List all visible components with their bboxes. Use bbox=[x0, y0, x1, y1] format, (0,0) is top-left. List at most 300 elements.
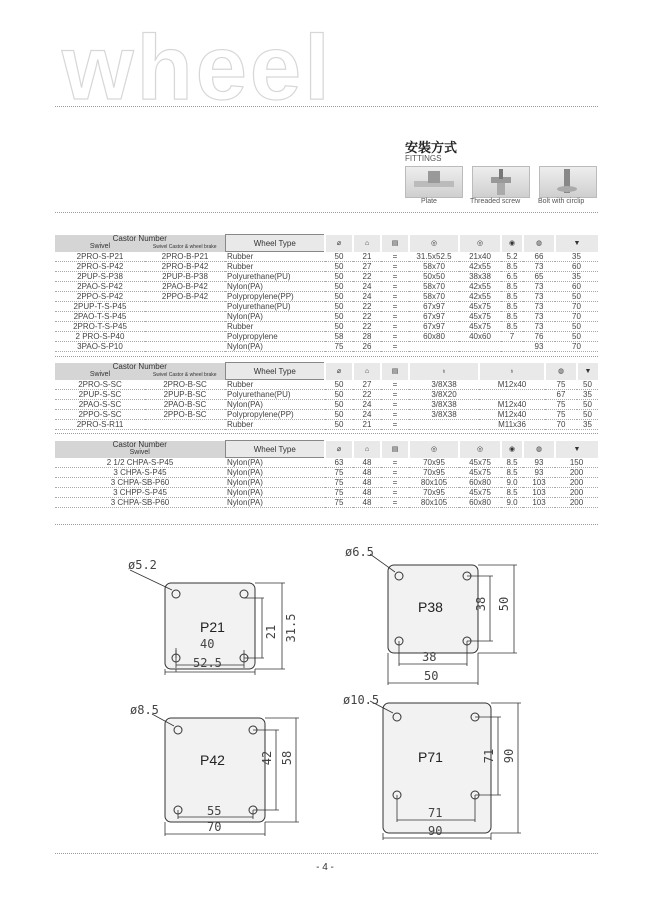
table-cell: 66 bbox=[523, 252, 555, 262]
table-cell: 70 bbox=[555, 312, 598, 322]
table-cell: = bbox=[381, 322, 409, 332]
castor-number-header: Castor Number bbox=[55, 235, 225, 243]
table-cell: 50 bbox=[577, 410, 598, 420]
table-cell: 35 bbox=[555, 252, 598, 262]
table-cell: 67 bbox=[545, 390, 577, 400]
table-cell: 2PUP-S-P38 bbox=[55, 272, 145, 282]
p71-hole: ø10.5 bbox=[343, 693, 380, 707]
table-cell: 3/8X38 bbox=[409, 380, 479, 390]
plate-caption: Plate bbox=[421, 198, 437, 205]
table-cell: Rubber bbox=[225, 322, 325, 332]
table-cell: 60x80 bbox=[409, 332, 459, 342]
plate-size-icon: ◎ bbox=[409, 441, 459, 458]
table-cell bbox=[409, 420, 479, 430]
table-cell: 3/8X20 bbox=[409, 390, 479, 400]
table-cell: 31.5x52.5 bbox=[409, 252, 459, 262]
table-cell: 2PRO-T-S-P45 bbox=[55, 322, 145, 332]
table-cell: 2PUP-B-P38 bbox=[145, 272, 225, 282]
table-cell: Nylon(PA) bbox=[225, 498, 325, 508]
table-cell: 22 bbox=[353, 302, 381, 312]
bolt-hole-icon: ◉ bbox=[501, 235, 523, 252]
thread-size-icon: ♁ bbox=[409, 363, 479, 380]
table-row bbox=[55, 252, 598, 262]
table-cell bbox=[479, 390, 545, 400]
table-cell: 8.5 bbox=[501, 488, 523, 498]
table-cell: 8.5 bbox=[501, 468, 523, 478]
table-cell: 80x105 bbox=[409, 498, 459, 508]
table-cell: 45x75 bbox=[459, 322, 501, 332]
table-cell: 21x40 bbox=[459, 252, 501, 262]
table-cell: = bbox=[381, 272, 409, 282]
table-cell: Nylon(PA) bbox=[225, 478, 325, 488]
overall-height-icon: ◍ bbox=[545, 363, 577, 380]
table-cell: 50 bbox=[325, 262, 353, 272]
p38-w-inner: 38 bbox=[422, 650, 437, 664]
swivel-header: Swivel bbox=[55, 371, 145, 380]
table-cell: 93 bbox=[523, 468, 555, 478]
plate-diagrams bbox=[0, 540, 650, 850]
table-cell: Rubber bbox=[225, 262, 325, 272]
table-cell: 75 bbox=[325, 468, 353, 478]
table-cell bbox=[459, 342, 501, 352]
table-cell: Rubber bbox=[225, 252, 325, 262]
table-cell: 60x80 bbox=[459, 478, 501, 488]
table-cell: 8.5 bbox=[501, 302, 523, 312]
bolt-hole-icon: ◉ bbox=[501, 441, 523, 458]
fittings-title: 安裝方式 bbox=[405, 140, 458, 155]
table-cell: Polyurethane(PU) bbox=[225, 390, 325, 400]
table-cell: 27 bbox=[353, 262, 381, 272]
load-capacity-icon: ▼ bbox=[555, 235, 598, 252]
table-cell: 48 bbox=[353, 498, 381, 508]
table-cell: 58x70 bbox=[409, 292, 459, 302]
table-cell: 6.5 bbox=[501, 272, 523, 282]
table-row bbox=[55, 282, 598, 292]
wheel-diameter-icon: ⌀ bbox=[325, 363, 353, 380]
table-cell: = bbox=[381, 458, 409, 468]
table-cell: 3 CHPA-SB-P60 bbox=[55, 498, 225, 508]
p42-hole: ø8.5 bbox=[130, 703, 159, 717]
wheel-watermark: wheel bbox=[62, 17, 333, 119]
table-cell: = bbox=[381, 468, 409, 478]
table-cell: 50 bbox=[325, 400, 353, 410]
bolt-circlip-image bbox=[539, 166, 597, 198]
fittings-subtitle: FITTINGS bbox=[405, 154, 442, 163]
table-cell: 93 bbox=[523, 458, 555, 468]
table-row bbox=[55, 262, 598, 272]
spec-table-plate bbox=[55, 234, 598, 352]
table-cell: 42x55 bbox=[459, 292, 501, 302]
spec-table-threaded bbox=[55, 362, 598, 430]
table-cell: 2PPO-S-P42 bbox=[55, 292, 145, 302]
table-cell: = bbox=[381, 312, 409, 322]
table-cell: 35 bbox=[555, 272, 598, 282]
table-cell: 75 bbox=[325, 342, 353, 352]
spec-table-heavy bbox=[55, 440, 598, 508]
table-cell: 50 bbox=[325, 302, 353, 312]
table-row bbox=[55, 272, 598, 282]
table-cell: = bbox=[381, 498, 409, 508]
hole-spacing-icon: ◎ bbox=[459, 235, 501, 252]
castor-number-header: Castor Number bbox=[55, 363, 225, 371]
plate-fitting-image bbox=[405, 166, 463, 198]
p21-label: P21 bbox=[200, 619, 225, 635]
table-row bbox=[55, 400, 598, 410]
table-cell: 50 bbox=[325, 390, 353, 400]
table-cell: 65 bbox=[523, 272, 555, 282]
table-cell: 2PRO-S-SC bbox=[55, 380, 145, 390]
table-cell: Nylon(PA) bbox=[225, 458, 325, 468]
table-cell: 75 bbox=[325, 488, 353, 498]
table-row bbox=[55, 458, 598, 468]
table-row bbox=[55, 390, 598, 400]
table-cell: 42x55 bbox=[459, 282, 501, 292]
p21-diagram bbox=[128, 558, 298, 675]
table-cell: 48 bbox=[353, 468, 381, 478]
table-cell: 50x50 bbox=[409, 272, 459, 282]
table-cell: 45x75 bbox=[459, 488, 501, 498]
table-cell: 70 bbox=[555, 302, 598, 312]
table-cell: M11x36 bbox=[479, 420, 545, 430]
table-row bbox=[55, 322, 598, 332]
table-cell: 2PUP-T-S-P45 bbox=[55, 302, 145, 312]
p71-label: P71 bbox=[418, 749, 443, 765]
p42-w-outer: 70 bbox=[207, 820, 222, 834]
table-row bbox=[55, 332, 598, 342]
table-cell: 8.5 bbox=[501, 322, 523, 332]
table-cell bbox=[145, 302, 225, 312]
table-cell: 3/8X38 bbox=[409, 410, 479, 420]
bolt-size-icon: ♁ bbox=[479, 363, 545, 380]
table-cell: 2PPO-S-SC bbox=[55, 410, 145, 420]
table-cell: = bbox=[381, 292, 409, 302]
table-row bbox=[55, 498, 598, 508]
table-cell: 50 bbox=[555, 322, 598, 332]
p42-w-inner: 55 bbox=[207, 804, 222, 818]
table-cell: 103 bbox=[523, 498, 555, 508]
overall-height-icon: ◍ bbox=[523, 235, 555, 252]
table-cell: 2PUP-S-SC bbox=[55, 390, 145, 400]
table-cell: 63 bbox=[325, 458, 353, 468]
p21-h-inner: 21 bbox=[264, 624, 278, 640]
table-cell: 3 CHPA-S-P45 bbox=[55, 468, 225, 478]
table-cell: 103 bbox=[523, 478, 555, 488]
swivel-brake-header: Swivel Castor & wheel brake bbox=[145, 371, 225, 380]
table-cell: 24 bbox=[353, 292, 381, 302]
p42-label: P42 bbox=[200, 752, 225, 768]
swivel-header: Swivel bbox=[55, 449, 225, 458]
table-cell: = bbox=[381, 380, 409, 390]
table-cell: 67x97 bbox=[409, 302, 459, 312]
table-cell: = bbox=[381, 342, 409, 352]
table-cell: 75 bbox=[545, 410, 577, 420]
table-cell: 40x60 bbox=[459, 332, 501, 342]
table-cell: 60 bbox=[555, 282, 598, 292]
table-cell: 73 bbox=[523, 292, 555, 302]
table-cell: = bbox=[381, 282, 409, 292]
table-cell: = bbox=[381, 420, 409, 430]
header-divider bbox=[55, 106, 598, 107]
table-cell: 80x105 bbox=[409, 478, 459, 488]
table-cell: M12x40 bbox=[479, 400, 545, 410]
p42-h-inner: 42 bbox=[260, 750, 274, 766]
table-cell: 21 bbox=[353, 252, 381, 262]
table-row bbox=[55, 410, 598, 420]
table-cell: 3PAO-S-P10 bbox=[55, 342, 145, 352]
table-cell: 8.5 bbox=[501, 458, 523, 468]
fittings-divider bbox=[55, 212, 598, 213]
threaded-screw-caption: Threaded screw bbox=[470, 198, 521, 205]
p38-w-outer: 50 bbox=[424, 669, 439, 683]
table-cell: 8.5 bbox=[501, 282, 523, 292]
wheel-type-header: Wheel Type bbox=[225, 363, 325, 380]
table-cell: 22 bbox=[353, 312, 381, 322]
table-cell: = bbox=[381, 302, 409, 312]
table3-divider bbox=[55, 524, 598, 525]
page-number: - 4 - bbox=[316, 862, 334, 873]
table-cell: = bbox=[381, 400, 409, 410]
table-cell: 60 bbox=[555, 262, 598, 272]
table-cell: Nylon(PA) bbox=[225, 282, 325, 292]
table-cell: 27 bbox=[353, 380, 381, 390]
bearing-type-icon: ▤ bbox=[381, 441, 409, 458]
table-cell: 200 bbox=[555, 498, 598, 508]
table-cell: 70x95 bbox=[409, 468, 459, 478]
table-cell: 2PAO-T-S-P45 bbox=[55, 312, 145, 322]
table-cell: 58 bbox=[325, 332, 353, 342]
table-cell: 5.2 bbox=[501, 252, 523, 262]
table-cell: 3 CHPP-S-P45 bbox=[55, 488, 225, 498]
p38-h-outer: 50 bbox=[497, 596, 511, 612]
table-cell: 50 bbox=[555, 332, 598, 342]
table-cell: Polypropylene(PP) bbox=[225, 292, 325, 302]
wheel-type-header: Wheel Type bbox=[225, 235, 325, 252]
p21-hole: ø5.2 bbox=[128, 558, 157, 572]
p38-label: P38 bbox=[418, 599, 443, 615]
table-cell bbox=[145, 322, 225, 332]
table-cell: 2PAO-B-P42 bbox=[145, 282, 225, 292]
threaded-screw-image bbox=[472, 166, 530, 198]
table-cell: 48 bbox=[353, 458, 381, 468]
table-cell: = bbox=[381, 262, 409, 272]
table-cell: 75 bbox=[545, 380, 577, 390]
table-cell: 50 bbox=[577, 380, 598, 390]
table-cell: 3/8X38 bbox=[409, 400, 479, 410]
p21-h-outer: 31.5 bbox=[284, 613, 298, 643]
table-cell: 2 PRO-S-P40 bbox=[55, 332, 145, 342]
table-cell bbox=[501, 342, 523, 352]
table-cell: M12x40 bbox=[479, 380, 545, 390]
table-cell: 50 bbox=[325, 380, 353, 390]
table-cell: 58x70 bbox=[409, 282, 459, 292]
table-cell: 50 bbox=[325, 292, 353, 302]
table-cell: 35 bbox=[577, 390, 598, 400]
table-cell: 8.5 bbox=[501, 312, 523, 322]
table-cell: Rubber bbox=[225, 420, 325, 430]
table-cell: 73 bbox=[523, 302, 555, 312]
bearing-type-icon: ▤ bbox=[381, 235, 409, 252]
load-capacity-icon: ▼ bbox=[577, 363, 598, 380]
table-cell: 24 bbox=[353, 410, 381, 420]
table-cell: = bbox=[381, 478, 409, 488]
table-cell: Polyurethane(PU) bbox=[225, 302, 325, 312]
swivel-header: Swivel bbox=[55, 243, 145, 252]
table-cell: 70x95 bbox=[409, 458, 459, 468]
table-cell: 24 bbox=[353, 282, 381, 292]
table-cell: = bbox=[381, 488, 409, 498]
table-cell: 75 bbox=[545, 400, 577, 410]
table-cell: 48 bbox=[353, 478, 381, 488]
table-cell: 2PRO-S-P42 bbox=[55, 262, 145, 272]
table-cell: 73 bbox=[523, 322, 555, 332]
table-row bbox=[55, 380, 598, 390]
table-cell: = bbox=[381, 410, 409, 420]
table-cell: 21 bbox=[353, 420, 381, 430]
plate-size-icon: ◎ bbox=[409, 235, 459, 252]
p38-h-inner: 38 bbox=[474, 596, 488, 612]
table-cell: 50 bbox=[325, 322, 353, 332]
table-cell: 38x38 bbox=[459, 272, 501, 282]
table-cell bbox=[145, 332, 225, 342]
table1-divider bbox=[55, 356, 598, 357]
table-cell: 9.0 bbox=[501, 498, 523, 508]
table-cell: 2PRO-B-P42 bbox=[145, 262, 225, 272]
table-row bbox=[55, 292, 598, 302]
wheel-diameter-icon: ⌀ bbox=[325, 235, 353, 252]
table-cell: 35 bbox=[577, 420, 598, 430]
table-cell: 93 bbox=[523, 342, 555, 352]
table-cell: 70 bbox=[555, 342, 598, 352]
table-row bbox=[55, 302, 598, 312]
table-cell: 22 bbox=[353, 272, 381, 282]
p21-w-inner: 40 bbox=[200, 637, 215, 651]
table-cell bbox=[145, 420, 225, 430]
wheel-type-header: Wheel Type bbox=[225, 441, 325, 458]
table-cell: 70 bbox=[545, 420, 577, 430]
p71-w-outer: 90 bbox=[428, 824, 443, 838]
hole-spacing-icon: ◎ bbox=[459, 441, 501, 458]
table-cell: 200 bbox=[555, 488, 598, 498]
table-cell: Nylon(PA) bbox=[225, 312, 325, 322]
table-cell: 2PRO-S-P21 bbox=[55, 252, 145, 262]
table-cell: 73 bbox=[523, 262, 555, 272]
p42-h-outer: 58 bbox=[280, 750, 294, 766]
table-cell: 70x95 bbox=[409, 488, 459, 498]
table-cell: 2PRO-B-SC bbox=[145, 380, 225, 390]
table-cell: 2PUP-B-SC bbox=[145, 390, 225, 400]
table-cell: 75 bbox=[325, 478, 353, 488]
wheel-width-icon: ⌂ bbox=[353, 235, 381, 252]
table-cell: 50 bbox=[555, 292, 598, 302]
table-row bbox=[55, 312, 598, 322]
table-row bbox=[55, 420, 598, 430]
table-cell: 45x75 bbox=[459, 302, 501, 312]
table-cell bbox=[145, 342, 225, 352]
table-cell: 50 bbox=[577, 400, 598, 410]
table-cell: 48 bbox=[353, 488, 381, 498]
p71-w-inner: 71 bbox=[428, 806, 443, 820]
table2-divider bbox=[55, 433, 598, 434]
table-cell: Polypropylene(PP) bbox=[225, 410, 325, 420]
table-cell: Nylon(PA) bbox=[225, 342, 325, 352]
table-cell: 2PAO-S-P42 bbox=[55, 282, 145, 292]
footer-divider bbox=[55, 853, 598, 854]
p71-h-inner: 71 bbox=[482, 748, 496, 764]
table-cell: 45x75 bbox=[459, 468, 501, 478]
table-cell: 9.0 bbox=[501, 478, 523, 488]
table-cell: 8.5 bbox=[501, 292, 523, 302]
p42-diagram bbox=[130, 703, 299, 836]
p38-diagram bbox=[345, 545, 517, 685]
table-cell: 26 bbox=[353, 342, 381, 352]
table-cell: 73 bbox=[523, 312, 555, 322]
table-cell: Nylon(PA) bbox=[225, 400, 325, 410]
table-cell: 200 bbox=[555, 468, 598, 478]
table-cell: Polypropylene bbox=[225, 332, 325, 342]
p38-hole: ø6.5 bbox=[345, 545, 374, 559]
bolt-circlip-caption: Bolt with circlip bbox=[538, 198, 585, 205]
table-cell bbox=[409, 342, 459, 352]
table-cell: 50 bbox=[325, 282, 353, 292]
wheel-width-icon: ⌂ bbox=[353, 441, 381, 458]
table-cell: = bbox=[381, 332, 409, 342]
table-row bbox=[55, 488, 598, 498]
table-cell: Nylon(PA) bbox=[225, 488, 325, 498]
table-cell: 3 CHPA-SB-P60 bbox=[55, 478, 225, 488]
table-cell: 24 bbox=[353, 400, 381, 410]
table-cell: 200 bbox=[555, 478, 598, 488]
table-cell: 150 bbox=[555, 458, 598, 468]
table-cell: 2 1/2 CHPA-S-P45 bbox=[55, 458, 225, 468]
overall-height-icon: ◍ bbox=[523, 441, 555, 458]
table-cell: Polyurethane(PU) bbox=[225, 272, 325, 282]
table-cell: 76 bbox=[523, 332, 555, 342]
table-cell: 2PAO-S-SC bbox=[55, 400, 145, 410]
table-cell: = bbox=[381, 252, 409, 262]
table-cell: 50 bbox=[325, 312, 353, 322]
table-cell: 45x75 bbox=[459, 312, 501, 322]
table-cell: 2PRO-S-R11 bbox=[55, 420, 145, 430]
table-cell: = bbox=[381, 390, 409, 400]
wheel-diameter-icon: ⌀ bbox=[325, 441, 353, 458]
table-cell: 60x80 bbox=[459, 498, 501, 508]
table-cell: 2PRO-B-P21 bbox=[145, 252, 225, 262]
table-cell: 67x97 bbox=[409, 312, 459, 322]
table-cell: 45x75 bbox=[459, 458, 501, 468]
table-cell: 8.5 bbox=[501, 262, 523, 272]
table-cell: 67x97 bbox=[409, 322, 459, 332]
table-row bbox=[55, 478, 598, 488]
table-cell: 50 bbox=[325, 410, 353, 420]
table-cell: Nylon(PA) bbox=[225, 468, 325, 478]
table-cell: 50 bbox=[325, 252, 353, 262]
bearing-type-icon: ▤ bbox=[381, 363, 409, 380]
table-cell: 2PPO-B-SC bbox=[145, 410, 225, 420]
table-cell: 50 bbox=[325, 420, 353, 430]
castor-number-header: Castor Number bbox=[55, 441, 225, 449]
swivel-brake-header: Swivel Castor & wheel brake bbox=[145, 243, 225, 252]
wheel-width-icon: ⌂ bbox=[353, 363, 381, 380]
table-cell: 75 bbox=[325, 498, 353, 508]
table-cell: M12x40 bbox=[479, 410, 545, 420]
p71-h-outer: 90 bbox=[502, 748, 516, 764]
table-row bbox=[55, 342, 598, 352]
table-cell: 22 bbox=[353, 322, 381, 332]
load-capacity-icon: ▼ bbox=[555, 441, 598, 458]
table-cell: 50 bbox=[325, 272, 353, 282]
table-cell: Rubber bbox=[225, 380, 325, 390]
p21-w-outer: 52.5 bbox=[193, 656, 222, 670]
